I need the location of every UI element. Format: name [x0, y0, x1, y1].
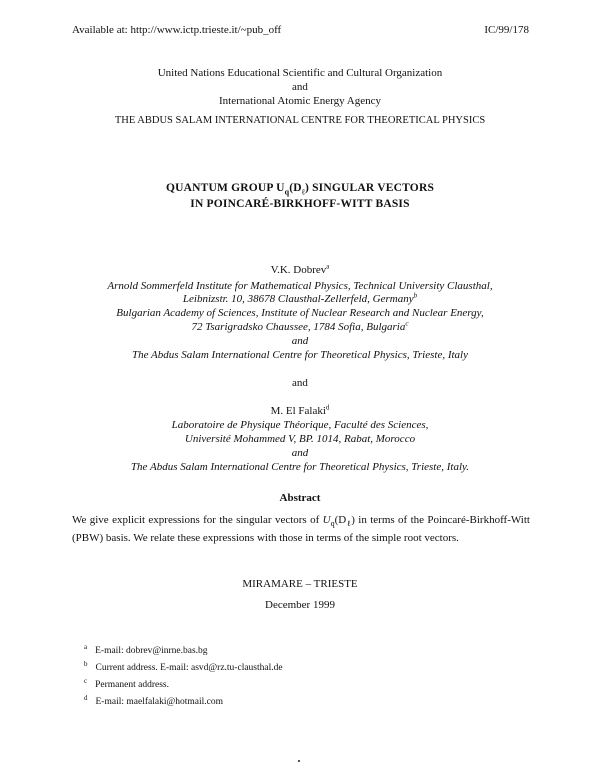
institution-ictp: THE ABDUS SALAM INTERNATIONAL CENTRE FOR THEORETICAL PHYSICS: [114, 115, 486, 126]
availability-line: Available at: http://www.ictp.trieste.it/~pub_off: [72, 24, 282, 36]
footnote: $^a$ E-mail: dobrev@inrne.bas.bg: [84, 642, 208, 656]
report-number: IC/99/178: [484, 24, 529, 36]
footnote: $^d$ E-mail: maelfalaki@hotmail.com: [84, 693, 223, 707]
affiliation-line: Arnold Sommerfeld Institute for Mathematical Physics, Technical University Clausthal,: [107, 280, 493, 292]
author-name-dobrev: V.K. Dobrev$^a$: [270, 262, 330, 276]
date-line: December 1999: [265, 599, 335, 611]
institution-and: and: [292, 81, 308, 93]
page-dot: [298, 760, 300, 762]
abstract-heading: Abstract: [279, 492, 321, 504]
affiliation-line: The Abdus Salam International Centre for Theoretical Physics, Trieste, Italy: [132, 349, 468, 361]
affiliation-line: 72 Tsarigradsko Chaussee, 1784 Sofia, Bulgaria$^c$: [191, 319, 409, 333]
affiliation-line: Université Mohammed V, BP. 1014, Rabat, Morocco: [184, 433, 416, 445]
affiliation-line: Leibnizstr. 10, 38678 Clausthal-Zellerfeld, Germany$^b$: [182, 291, 418, 305]
footnote: $^b$ Current address. E-mail: asvd@rz.tu-clausthal.de: [84, 659, 283, 673]
affiliation-line: and: [291, 335, 309, 347]
abstract-body: We give explicit expressions for the singular vectors of $U_q(D_\ell)$ in terms of the Poincaré-Birkhoff-Witt (PBW) basis. We relate these expressions with those in terms of the simple root vectors.: [72, 514, 530, 545]
affiliation-line: Bulgarian Academy of Sciences, Institute of Nuclear Research and Nuclear Energy,: [116, 307, 484, 319]
affiliation-line: The Abdus Salam International Centre for Theoretical Physics, Trieste, Italy.: [130, 461, 470, 473]
footnote: $^c$ Permanent address.: [84, 676, 169, 690]
place-line: MIRAMARE – TRIESTE: [242, 578, 358, 590]
affiliation-line: Laboratoire de Physique Théorique, Faculté des Sciences,: [171, 419, 429, 431]
affiliation-line: and: [291, 447, 309, 459]
authors-and-separator: and: [292, 377, 308, 389]
institution-unesco: United Nations Educational Scientific and Cultural Organization: [157, 67, 443, 79]
paper-title-line1: QUANTUM GROUP $U_q(D_\ell)$ SINGULAR VECTORS: [165, 182, 435, 197]
institution-iaea: International Atomic Energy Agency: [218, 95, 381, 107]
paper-title-line2: IN POINCARÉ-BIRKHOFF-WITT BASIS: [190, 198, 410, 210]
author-name-elfalaki: M. El Falaki$^d$: [270, 403, 330, 417]
